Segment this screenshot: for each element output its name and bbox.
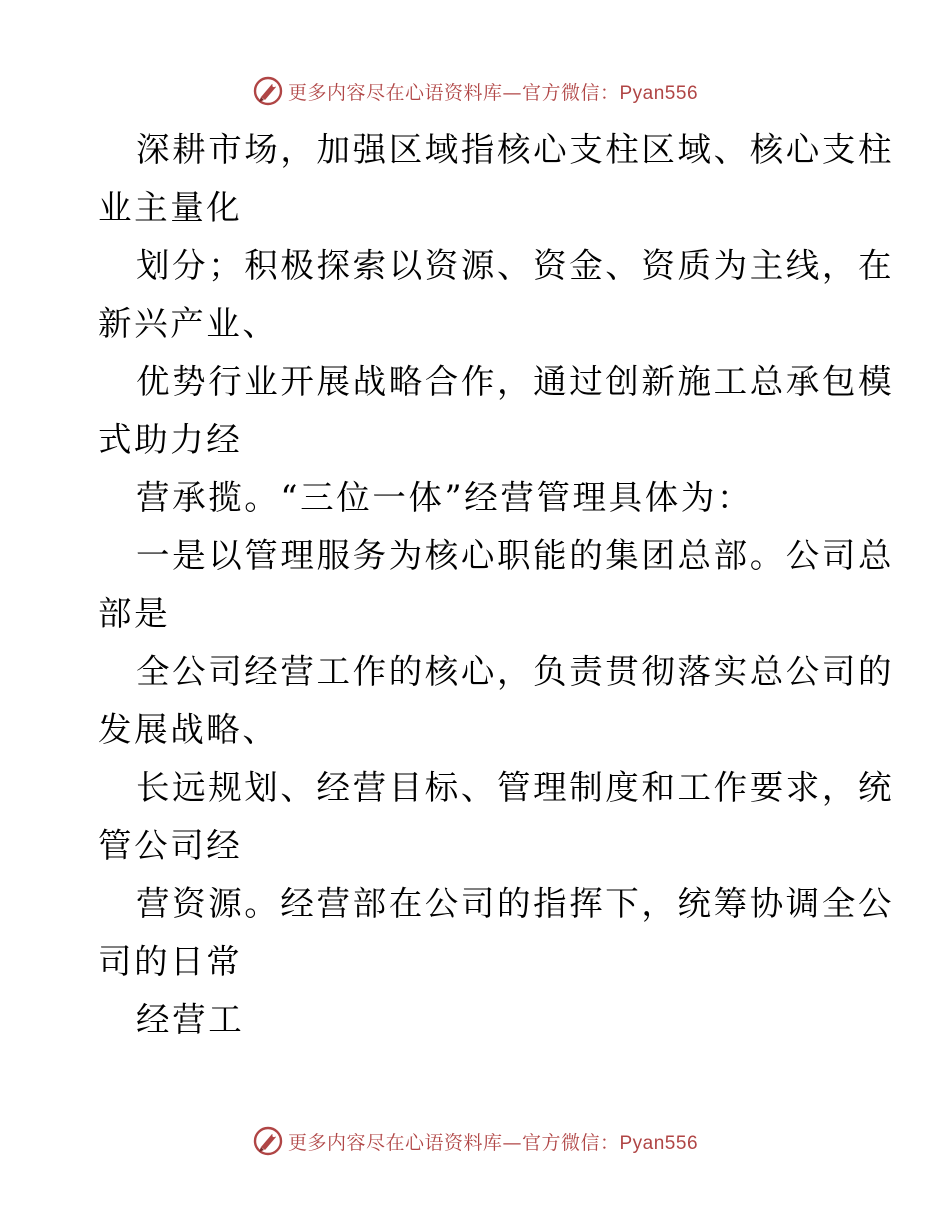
header-watermark [0, 71, 950, 111]
text-line: 部是 [98, 594, 171, 633]
text-line: 全公司经营工作的核心，负责贯彻落实总公司的 [136, 652, 895, 691]
watermark-wechat: 官方微信：Pyan556 [522, 82, 699, 104]
text-line: 管公司经 [98, 826, 243, 865]
pen-logo-icon [252, 1125, 284, 1157]
text-line: 深耕市场，加强区域指核心支柱区域、核心支柱 [136, 130, 895, 169]
text-line: 划分；积极探索以资源、资金、资质为主线，在 [136, 246, 895, 285]
text-line: 优势行业开展战略合作，通过创新施工总承包模 [136, 362, 895, 401]
watermark-separator: — [502, 1131, 522, 1154]
text-line: 经营工 [136, 1000, 245, 1039]
pen-logo-icon [252, 75, 284, 107]
text-line: 营承揽。“三位一体”经营管理具体为： [136, 478, 754, 517]
text-line: 司的日常 [98, 942, 243, 981]
text-line: 营资源。经营部在公司的指挥下，统筹协调全公 [136, 884, 895, 923]
watermark-wechat: 官方微信：Pyan556 [522, 1132, 699, 1154]
watermark-brand: 更多内容尽在心语资料库 [287, 1131, 503, 1154]
text-line: 发展战略、 [98, 710, 279, 749]
text-line: 长远规划、经营目标、管理制度和工作要求，统 [136, 768, 895, 807]
text-line: 式助力经 [98, 420, 243, 459]
text-line: 一是以管理服务为核心职能的集团总部。公司总 [136, 536, 895, 575]
document-body [98, 121, 895, 1049]
footer-watermark [0, 1121, 950, 1161]
watermark-separator: — [502, 81, 522, 104]
text-line: 新兴产业、 [98, 304, 279, 343]
watermark-brand: 更多内容尽在心语资料库 [287, 81, 503, 104]
text-line: 业主量化 [98, 188, 243, 227]
